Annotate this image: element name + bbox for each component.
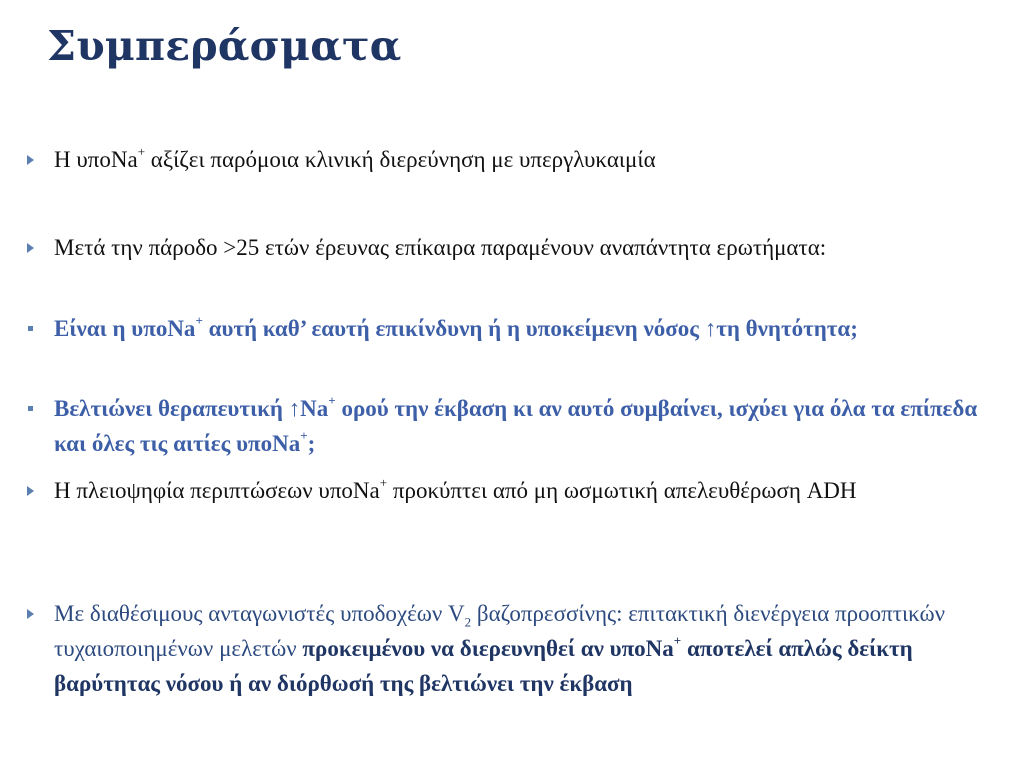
triangle-bullet-icon [21,142,39,177]
bullet-emphasis: προκειμένου να διερευνηθεί αν υποNa+ αποτελεί απλώς δείκτη βαρύτητας νόσου ή αν διόρθωσή της βελτιώνει την έκβαση [54,633,913,696]
triangle-bullet-icon [21,230,39,265]
bullet-text: Μετά την πάροδο >25 ετών έρευνας επίκαιρα παραμένουν αναπάντητα ερωτήματα: [54,235,827,260]
square-bullet-icon [21,311,39,346]
bullet-item-nonosmotic-adh [54,473,954,508]
bullet-item-question-mortality [54,311,954,346]
triangle-bullet-icon [21,596,39,631]
bullet-item-v2-antagonists [54,596,1014,701]
bullet-text: Βελτιώνει θεραπευτική ↑Na+ ορού την έκβαση κι αν αυτό συμβαίνει, ισχύει για όλα τα επίπεδα και όλες τις αιτίες υποNa+; [54,393,978,456]
bullet-text: Με διαθέσιμους ανταγωνιστές υποδοχέων $V_2$ βαζοπρεσσίνης: επιτακτική διενέργεια προοπτικών τυχαιοποιημένων μελετών προκειμένου να διερευνηθεί αν υποNa+ αποτελεί απλώς δείκτη βαρύτητας νόσου ή αν διόρθωσή της βελτιώνει την έκβαση [54,601,946,696]
bullet-text: Η υποNa+ αξίζει παρόμοια κλινική διερεύνηση με υπεργλυκαιμία [54,144,656,172]
bullet-item-hyponatremia-evaluation [54,142,1014,177]
bullet-text: Η πλειοψηφία περιπτώσεων υποNa+ προκύπτει από μη ωσμωτική απελευθέρωση ADH [54,475,857,503]
bullet-item-question-treatment [54,391,1014,461]
bullet-text: Είναι η υποNa+ αυτή καθ’ εαυτή επικίνδυνη ή η υποκείμενη νόσος ↑τη θνητότητα; [54,313,858,341]
triangle-bullet-icon [21,473,39,508]
slide-title: Συμπεράσματα [47,22,402,70]
bullet-item-open-questions [54,230,1014,265]
square-bullet-icon [21,391,39,426]
